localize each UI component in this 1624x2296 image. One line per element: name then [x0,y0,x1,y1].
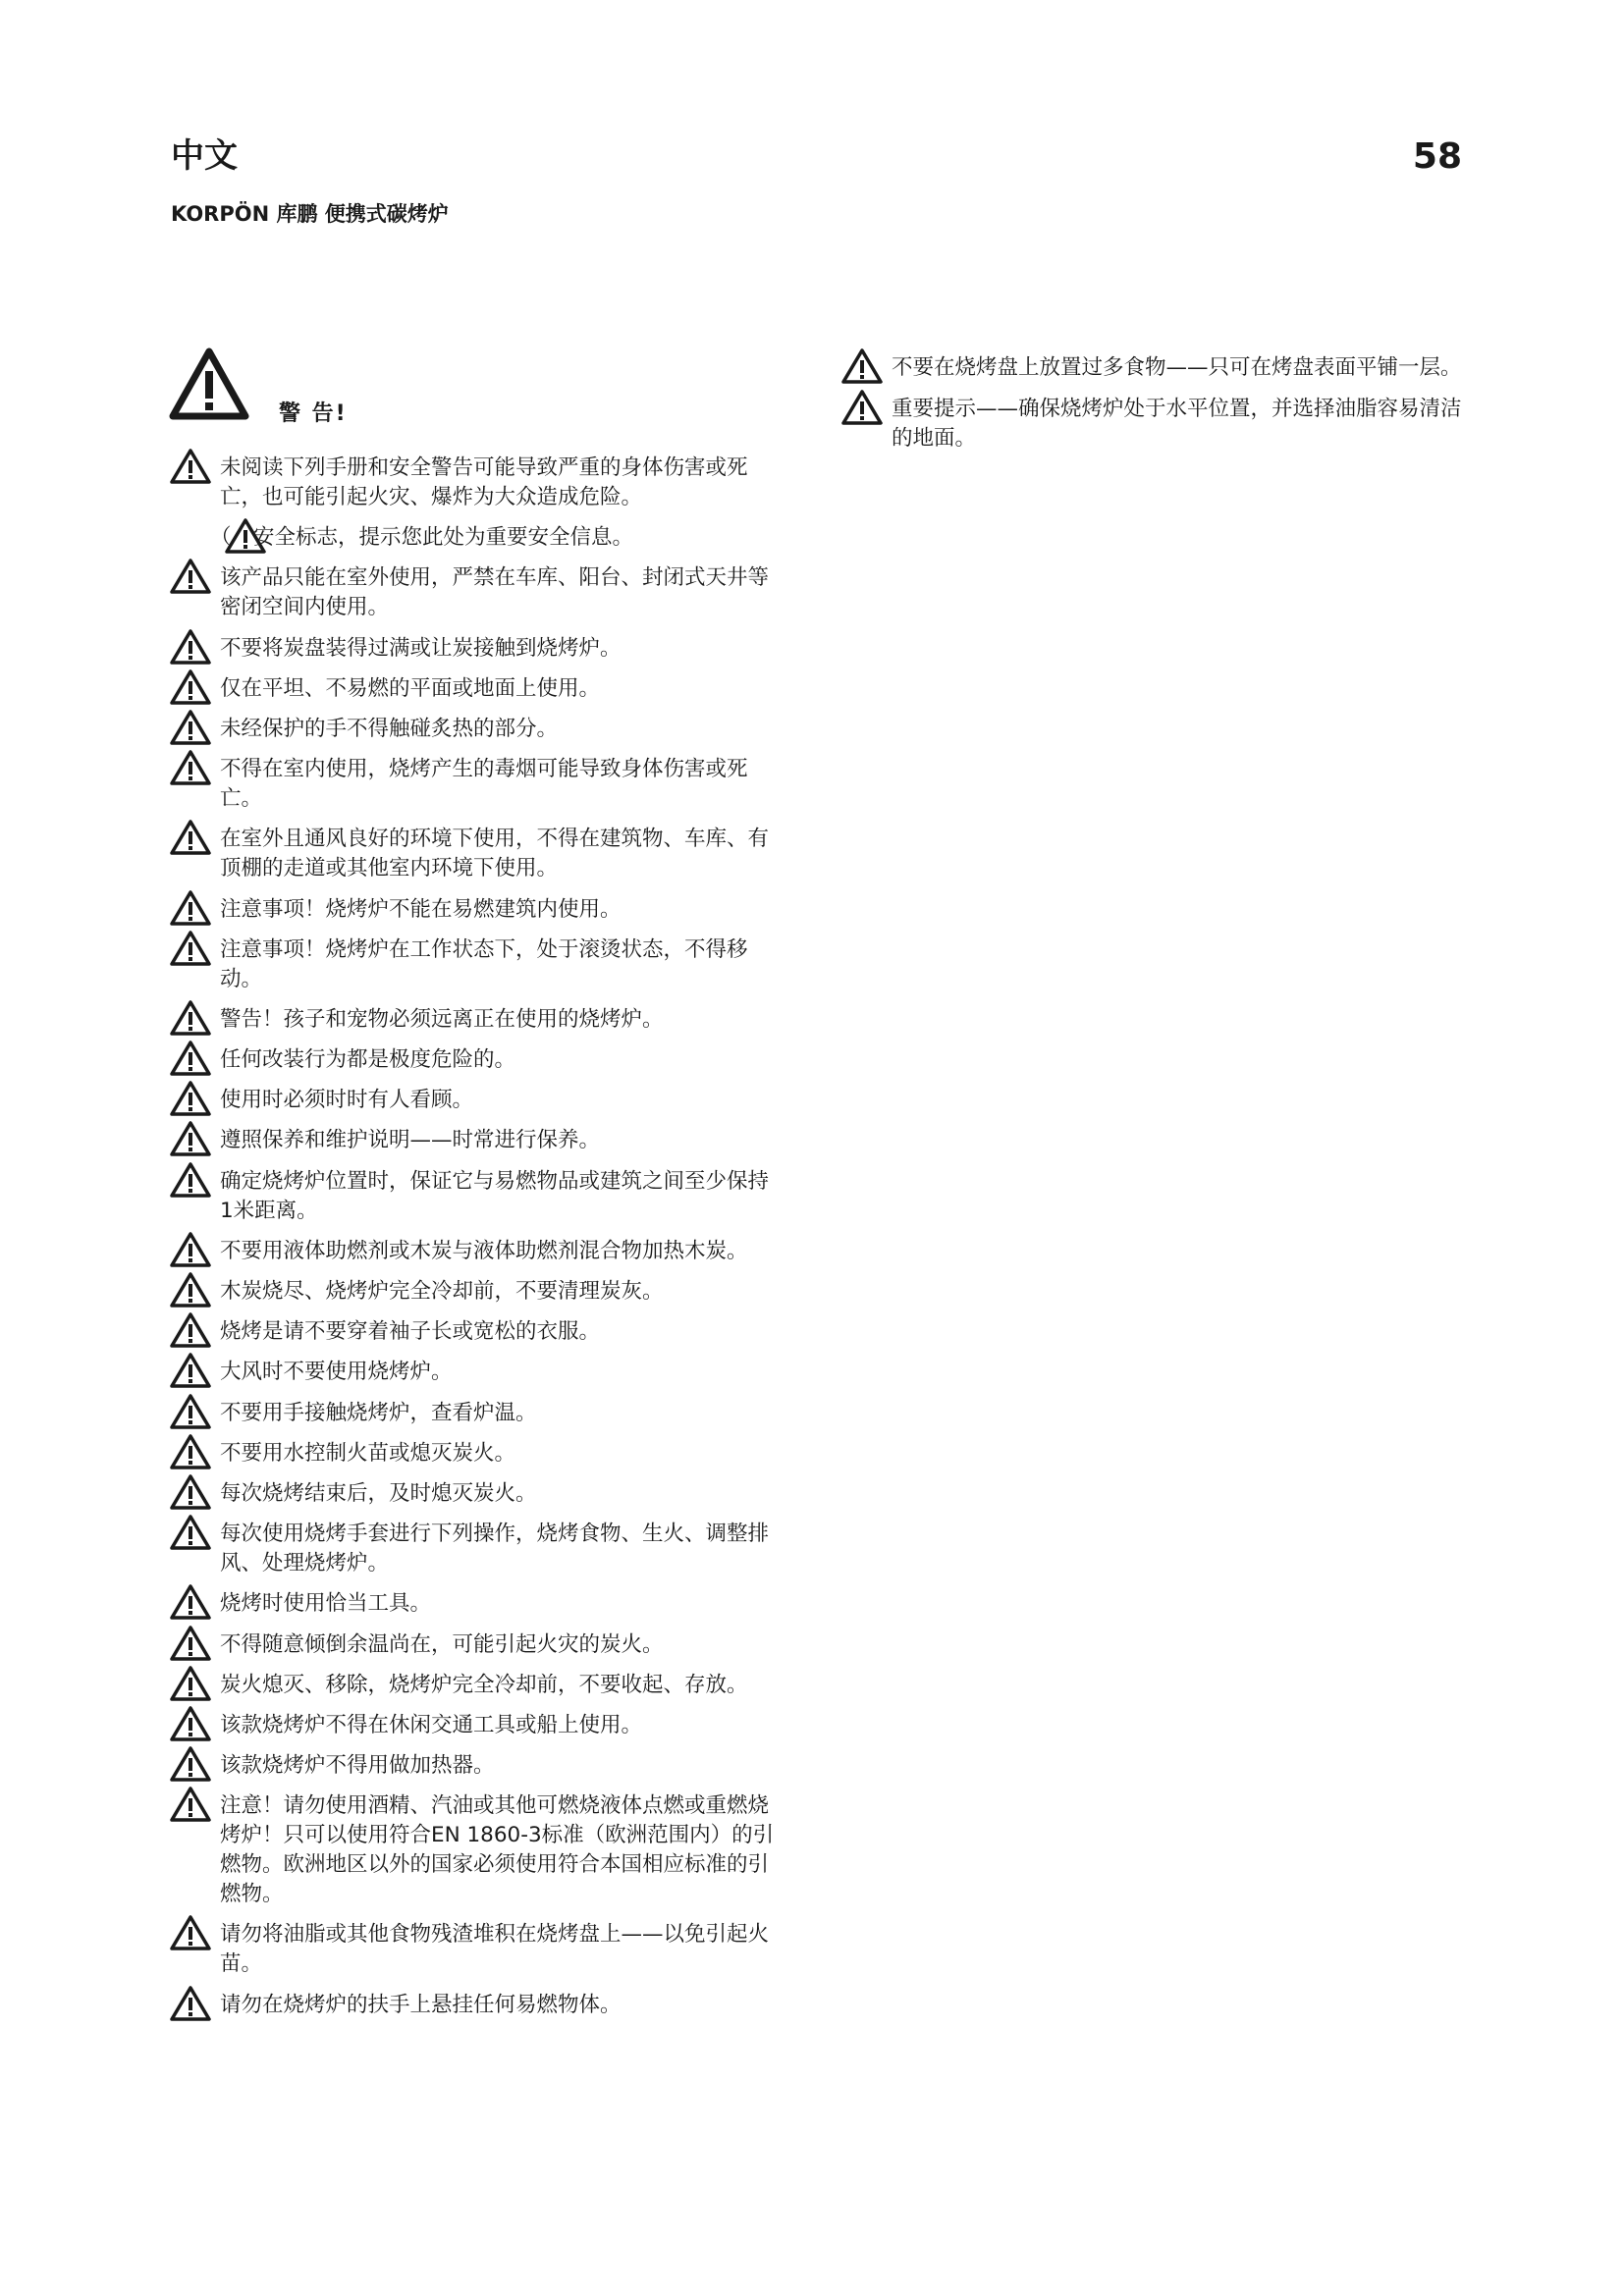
list-item-text: 不要用手接触烧烤炉，查看炉温。 [220,1400,537,1425]
list-item-text: 烧烤时使用恰当工具。 [220,1591,432,1617]
list-item-text: 每次使用烧烤手套进行下列操作，烧烤食物、生火、调整排风、处理烧烤炉。 [220,1522,770,1576]
warning-triangle-icon [169,1120,212,1157]
list-item-text: 烧烤是请不要穿着袖子长或宽松的衣服。 [220,1319,601,1345]
list-item [169,755,778,814]
warning-triangle-icon [169,1080,212,1117]
warning-triangle-icon [169,749,212,786]
list-item [169,1991,778,2020]
list-item [169,715,778,744]
list-item-text: 重要提示——确保烧烤炉处于水平位置，并选择油脂容易清洁的地面。 [892,397,1462,451]
list-item-text: 确定烧烤炉位置时，保证它与易燃物品或建筑之间至少保持1米距离。 [220,1168,770,1223]
warning-triangle-icon [169,1433,212,1470]
warning-triangle-icon [169,1665,212,1702]
list-item [169,1086,778,1115]
warning-label: 警 告! [279,401,348,426]
warning-triangle-icon [169,1786,212,1823]
list-item-text: 注意事项！烧烤炉不能在易燃建筑内使用。 [220,896,622,922]
warning-list-right [840,353,1469,465]
list-item-note [210,523,778,553]
list-item [169,1479,778,1509]
warning-triangle-icon [169,1514,212,1551]
warning-triangle-icon [169,347,249,420]
list-item-text: 大风时不要使用烧烤炉。 [220,1360,453,1385]
warning-triangle-icon [169,1271,212,1308]
list-item-text: 使用时必须时时有人看顾。 [220,1088,474,1113]
page-number: 58 [1412,136,1462,177]
list-item-text: 安全标志，提示您此处为重要安全信息。 [253,525,634,551]
list-item-text: 不得在室内使用，烧烤产生的毒烟可能导致身体伤害或死亡。 [220,757,748,812]
warning-triangle-icon [169,819,212,856]
list-item [169,1399,778,1428]
warning-triangle-icon [169,1352,212,1389]
list-item-text: 警告！孩子和宠物必须远离正在使用的烧烤炉。 [220,1006,664,1032]
warning-triangle-icon [169,668,212,706]
warning-triangle-icon [169,1705,212,1742]
list-item [169,1671,778,1700]
list-item [169,1045,778,1075]
list-item [169,1317,778,1347]
list-item [169,1630,778,1660]
list-item [169,1711,778,1740]
list-item-text: 在室外且通风良好的环境下使用，不得在建筑物、车库、有顶棚的走道或其他室内环境下使用。 [220,827,770,881]
warning-triangle-icon [169,1040,212,1077]
list-item [169,935,778,994]
warning-triangle-icon [224,517,267,555]
warning-triangle-icon [169,1231,212,1268]
list-item [169,674,778,704]
list-item [169,563,778,622]
list-item-text: 注意事项！烧烤炉在工作状态下，处于滚烫状态，不得移动。 [220,936,748,991]
warning-triangle-icon [169,930,212,967]
list-item [169,1589,778,1619]
list-item-text: 任何改装行为都是极度危险的。 [220,1047,516,1073]
list-item-text: 木炭烧尽、烧烤炉完全冷却前，不要清理炭灰。 [220,1279,664,1304]
warning-triangle-icon [169,1985,212,2022]
list-item-text: 不要在烧烤盘上放置过多食物——只可在烤盘表面平铺一层。 [892,355,1462,380]
warning-triangle-icon [840,389,884,426]
list-item [169,1126,778,1155]
warning-triangle-icon [169,709,212,746]
list-item [169,1439,778,1468]
list-item [169,454,778,512]
list-item-text: 每次烧烤结束后，及时熄灭炭火。 [220,1480,537,1506]
list-item [840,353,1469,383]
list-item-text: 该产品只能在室外使用，严禁在车库、阳台、封闭式天井等密闭空间内使用。 [220,565,770,620]
list-item-text: 注意！请勿使用酒精、汽油或其他可燃烧液体点燃或重燃烧烤炉！只可以使用符合EN 1860-3标准（欧洲范围内）的引燃物。欧洲地区以外的国家必须使用符合本国相应标准的引燃物。 [220,1793,775,1907]
list-item [169,1277,778,1307]
list-item [169,1358,778,1387]
warning-header [169,347,562,426]
list-item [169,1237,778,1266]
list-item-text: 遵照保养和维护说明——时常进行保养。 [220,1128,601,1153]
note-parenthesis: （ [210,525,232,551]
list-item-text: 请勿在烧烤炉的扶手上悬挂任何易燃物体。 [220,1992,622,2017]
list-item [169,1005,778,1035]
warning-triangle-icon [169,1161,212,1199]
list-item [169,825,778,883]
list-item-text: 请勿将油脂或其他食物残渣堆积在烧烤盘上——以免引起火苗。 [220,1922,770,1977]
warning-triangle-icon [169,1583,212,1621]
list-item-text: 不要用液体助燃剂或木炭与液体助燃剂混合物加热木炭。 [220,1238,748,1263]
warning-triangle-icon [169,1311,212,1349]
warning-triangle-icon [840,347,884,385]
list-item-text: 未阅读下列手册和安全警告可能导致严重的身体伤害或死亡，也可能引起火灾、爆炸为大众造成危险。 [220,455,748,509]
language-title: 中文 [171,136,238,176]
list-item [169,895,778,925]
list-item-text: 不要用水控制火苗或熄灭炭火。 [220,1440,516,1466]
list-item-text: 未经保护的手不得触碰炙热的部分。 [220,716,559,741]
list-item [169,1791,778,1909]
list-item-text: 不得随意倾倒余温尚在，可能引起火灾的炭火。 [220,1631,664,1657]
warning-triangle-icon [169,999,212,1037]
warning-triangle-icon [169,1393,212,1430]
warning-triangle-icon [169,558,212,595]
warning-triangle-icon [169,1914,212,1951]
list-item-text: 仅在平坦、不易燃的平面或地面上使用。 [220,675,601,701]
list-item [169,1920,778,1979]
warning-triangle-icon [169,448,212,485]
product-title: KORPÖN 库鹏 便携式碳烤炉 [171,202,449,226]
list-item [169,634,778,664]
warning-triangle-icon [169,628,212,666]
list-item-text: 该款烧烤炉不得用做加热器。 [220,1753,495,1779]
list-item [169,1520,778,1578]
warning-triangle-icon [169,1473,212,1511]
list-item [840,395,1469,454]
list-item [169,1751,778,1781]
list-item-text: 该款烧烤炉不得在休闲交通工具或船上使用。 [220,1712,643,1737]
warning-triangle-icon [169,1745,212,1783]
warning-list-left [169,454,778,2031]
list-item-text: 炭火熄灭、移除，烧烤炉完全冷却前，不要收起、存放。 [220,1672,748,1697]
list-item [169,1167,778,1226]
warning-triangle-icon [169,1625,212,1662]
warning-triangle-icon [169,889,212,927]
list-item-text: 不要将炭盘装得过满或让炭接触到烧烤炉。 [220,635,622,661]
